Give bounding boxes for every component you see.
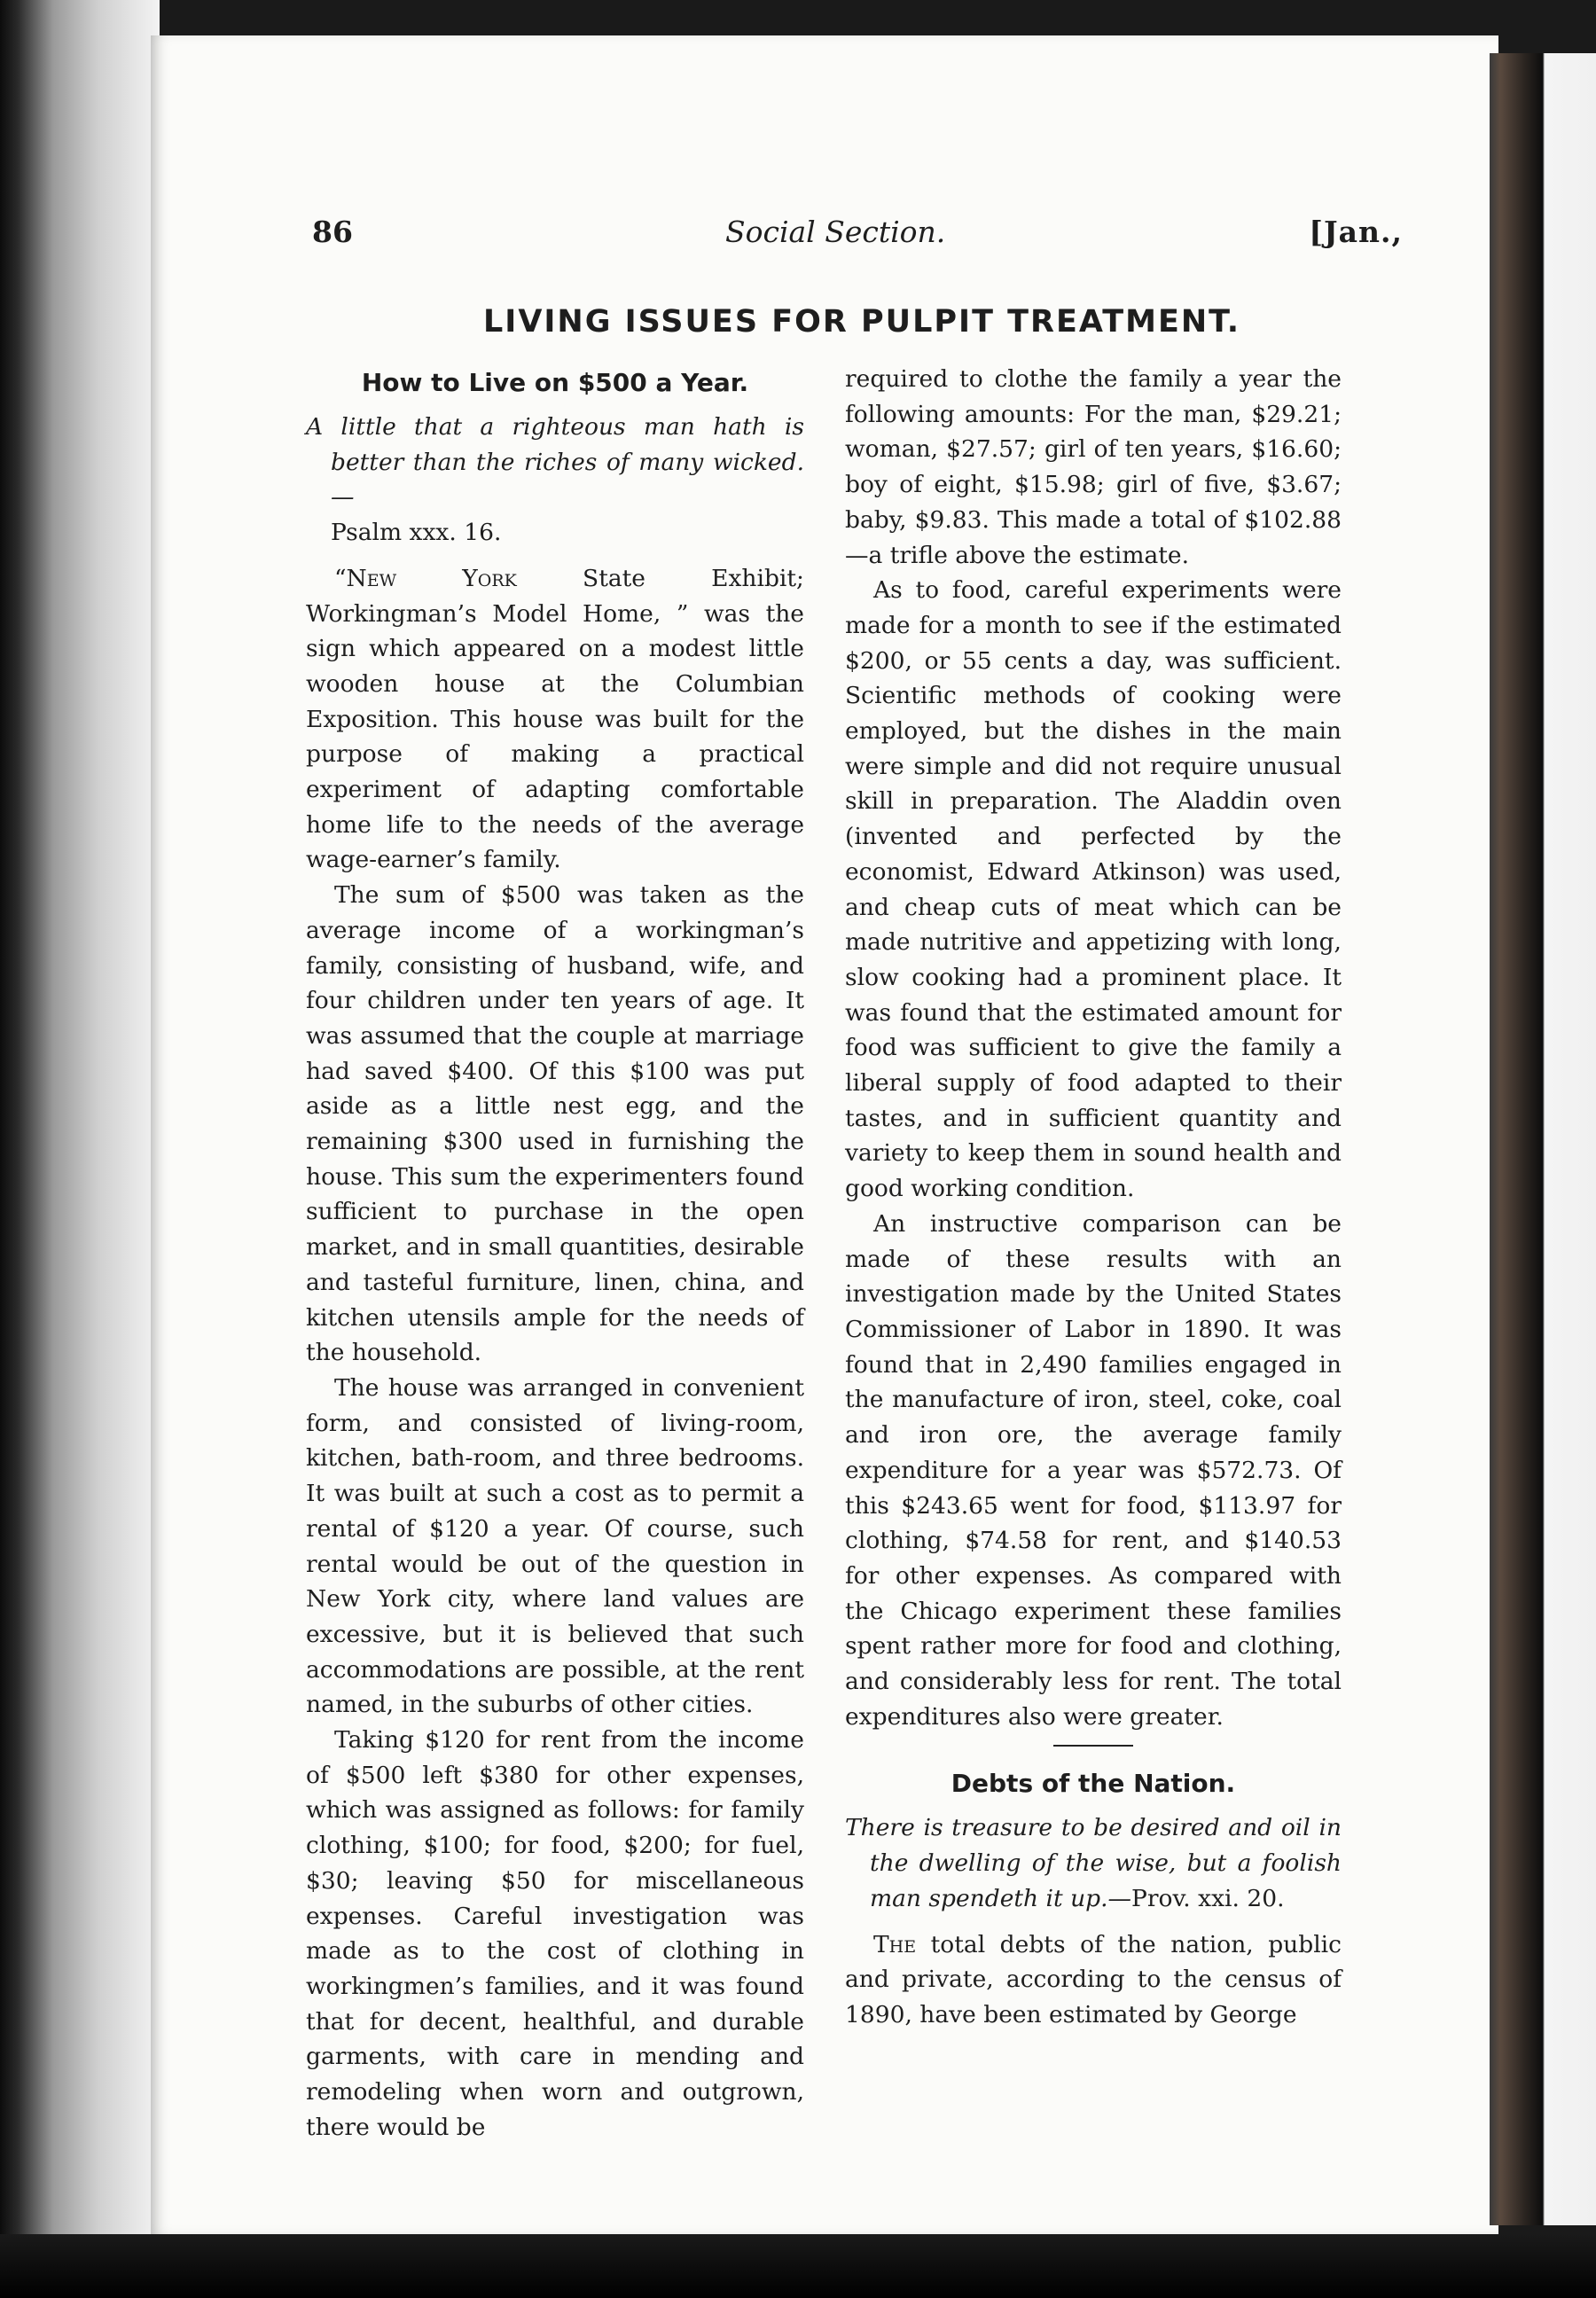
scan-bottom-edge [0, 2234, 1596, 2298]
main-heading: LIVING ISSUES FOR PULPIT TREATMENT. [483, 304, 1240, 340]
page-number: 86 [312, 215, 353, 249]
epigraph-2-text: There is treasure to be desired and oil in the dwelling of the wise, but a foolish man spendeth it up.— [845, 1814, 1342, 1912]
article-title-2: Debts of the Nation. [951, 1769, 1236, 1799]
paragraph-1-text: State Exhibit; Workingman’s Model Home, ” was the sign which appeared on a modest little wooden house at the Columbian Exposition. This house was built for the purpose of making a practical experiment of adapting comfortable home life to the needs of the average wage-earner’s family. [306, 564, 804, 874]
paragraph-4: Taking $120 for rent from the income of $500 left $380 for other expenses, which was assigned as follows: for family clothing, $100; for food, $200; for fuel, $30; leaving $50 for miscellaneous expenses. Careful investigation was made as to the cost of clothing in workingmen’s families, and it was found that for decent, healthful, and durable garments, with care in mending and remodeling when worn and outgrown, there would be [306, 1726, 804, 2141]
epigraph-2 [845, 1810, 1342, 1916]
paragraph-4-continued: required to clothe the family a year the following amounts: For the man, $29.21; woman, $27.57; girl of ten years, $16.60; boy of eight, $15.98; girl of five, $3.67; baby, $9.83. This made a total of $102.88—a trifle above the estimate. [845, 365, 1342, 569]
paragraph-5: As to food, careful experiments were made for a month to see if the estimated $200, or 55 cents a day, was sufficient. Scientific methods of cooking were employed, but the dishes in the main were simple and did not require unusual skill in preparation. The Aladdin oven (invented and perfected by the economist, Edward Atkinson) was used, and cheap cuts of meat which can be made nutritive and appetizing with long, slow cooking had a prominent place. It was found that the estimated amount for food was sufficient to give the family a liberal supply of food adapted to their tastes, and in sufficient quantity and variety to keep them in sound health and good working condition. [845, 576, 1342, 1203]
paragraph-7-lead: The [873, 1930, 917, 1958]
right-column [845, 362, 1342, 2033]
paragraph-2: The sum of $500 was taken as the average income of a workingman’s family, consisting of husband, wife, and four children under ten years of age. It was assumed that the couple at marriage had saved $400. Of this $100 was put aside as a little nest egg, and the remaining $300 used in furnishing the house. This sum the experimenters found sufficient to purchase in the open market, and in small quantities, desirable and tasteful furniture, linen, china, and kitchen utensils ample for the needs of the household. [306, 881, 804, 1367]
paragraph-7-text: total debts of the nation, public and private, according to the census of 1890, have been estimated by George [845, 1930, 1342, 2028]
book-edge-right [1490, 53, 1596, 2225]
paragraph-3: The house was arranged in convenient form, and consisted of living-room, kitchen, bath-room, and three bedrooms. It was built at such a cost as to permit a rental of $120 a year. Of course, such rental would be out of the question in New York city, where land values are excessive, but it is believed that such accommodations are possible, at the rent named, in the suburbs of other cities. [306, 1373, 804, 1719]
epigraph-1-text: A little that a righteous man hath is better than the riches of many wicked.— [306, 413, 804, 512]
epigraph-2-cite: Prov. xxi. 20. [1131, 1884, 1285, 1912]
running-head [312, 215, 1403, 259]
running-head-month: [Jan., [1309, 215, 1403, 249]
paragraph-7 [845, 1927, 1342, 2033]
epigraph-1 [306, 410, 804, 551]
book-gutter-left [0, 0, 160, 2298]
article-title-1: How to Live on $500 a Year. [361, 368, 749, 397]
paragraph-6: An instructive comparison can be made of these results with an investigation made by the United States Commissioner of Labor in 1890. It was found that in 2,490 families engaged in the manufacture of iron, steel, coke, coal and iron ore, the average family expenditure for a year was $572.73. Of this $243.65 went for food, $113.97 for clothing, $74.58 for rent, and $140.53 for other expenses. As compared with the Chicago experiment these families spent rather more for food and clothing, and considerably less for rent. The total expenditures also were greater. [845, 1209, 1342, 1731]
section-divider [1053, 1745, 1133, 1747]
paragraph-1 [306, 561, 804, 878]
left-column [306, 360, 804, 2145]
epigraph-1-cite: Psalm xxx. 16. [331, 519, 502, 547]
paragraph-1-lead: “New York [334, 564, 517, 592]
section-title: Social Section. [725, 215, 946, 249]
